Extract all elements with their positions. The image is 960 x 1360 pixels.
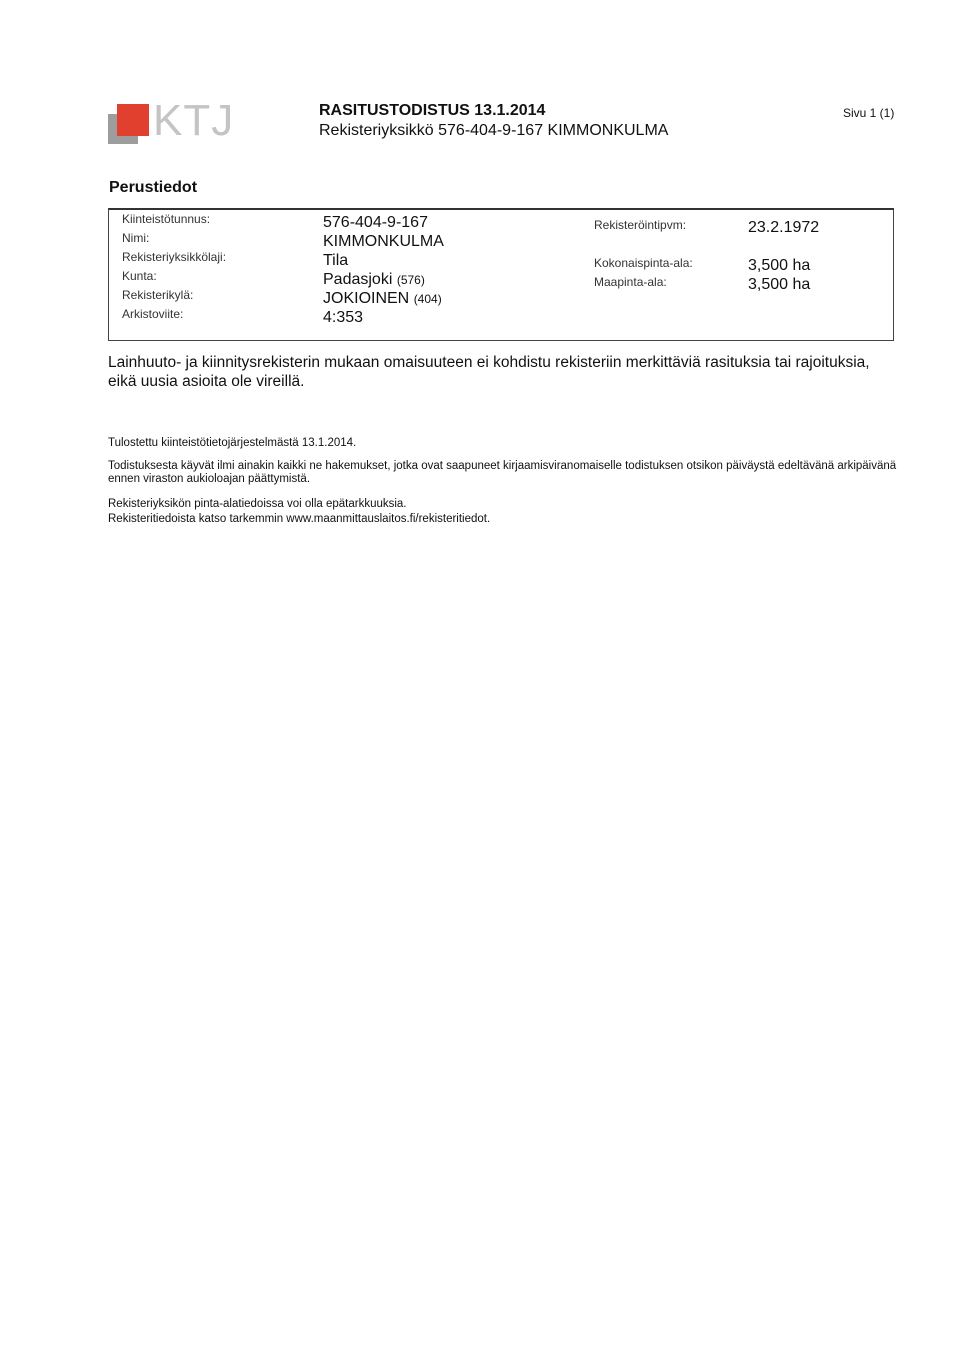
value-maapinta: 3,500 ha — [748, 276, 811, 293]
value-kyla — [323, 290, 442, 308]
label-rekisterointipvm: Rekisteröintipvm: — [594, 218, 687, 232]
value-nimi: KIMMONKULMA — [323, 233, 444, 250]
logo-red-square — [117, 104, 149, 136]
certificate-scope-note: Todistuksesta käyvät ilmi ainakin kaikki ne hakemukset, jotka ovat saapuneet kirjaamisviranomaiselle todistuksen otsikon päiväystä edeltävänä arkipäivänä ennen viraston aukioloajan päättymistä. — [108, 460, 897, 485]
value-kyla-name: JOKIOINEN — [323, 290, 410, 307]
label-kyla: Rekisterikylä: — [122, 288, 194, 302]
label-maapinta: Maapinta-ala: — [594, 275, 667, 289]
label-laji: Rekisteriyksikkölaji: — [122, 250, 227, 264]
label-arkistoviite: Arkistoviite: — [122, 307, 184, 321]
section-title: Perustiedot — [109, 179, 198, 196]
value-rekisterointipvm: 23.2.1972 — [748, 219, 820, 236]
register-info-link-note: Rekisteritiedoista katso tarkemmin www.maanmittauslaitos.fi/rekisteritiedot. — [108, 513, 491, 525]
label-kunta: Kunta: — [122, 269, 157, 283]
value-kyla-code: (404) — [413, 292, 442, 306]
value-kunta-code: (576) — [396, 273, 425, 287]
value-laji: Tila — [323, 252, 349, 269]
value-kunta-name: Padasjoki — [323, 271, 393, 288]
value-arkistoviite: 4:353 — [323, 309, 364, 326]
logo-text: KTJ — [153, 96, 235, 145]
printed-note: Tulostettu kiinteistötietojärjestelmästä 13.1.2014. — [108, 437, 357, 449]
document-subtitle: Rekisteriyksikkö 576-404-9-167 KIMMONKULMA — [319, 122, 669, 139]
document-title: RASITUSTODISTUS 13.1.2014 — [319, 102, 546, 119]
area-accuracy-note: Rekisteriyksikön pinta-alatiedoissa voi olla epätarkkuuksia. — [108, 498, 407, 510]
encumbrance-statement: Lainhuuto- ja kiinnitysrekisterin mukaan omaisuuteen ei kohdistu rekisteriin merkittäviä rasituksia tai rajoituksia, eikä uusia asioita ole vireillä. — [108, 354, 870, 390]
value-kokonaispinta: 3,500 ha — [748, 257, 811, 274]
ktj-logo — [108, 96, 238, 148]
value-kiinteistotunnus: 576-404-9-167 — [323, 214, 428, 231]
label-nimi: Nimi: — [122, 231, 150, 245]
page-indicator: Sivu 1 (1) — [843, 106, 895, 120]
label-kiinteistotunnus: Kiinteistötunnus: — [122, 212, 211, 226]
value-kunta — [323, 271, 425, 289]
label-kokonaispinta: Kokonaispinta-ala: — [594, 256, 693, 270]
